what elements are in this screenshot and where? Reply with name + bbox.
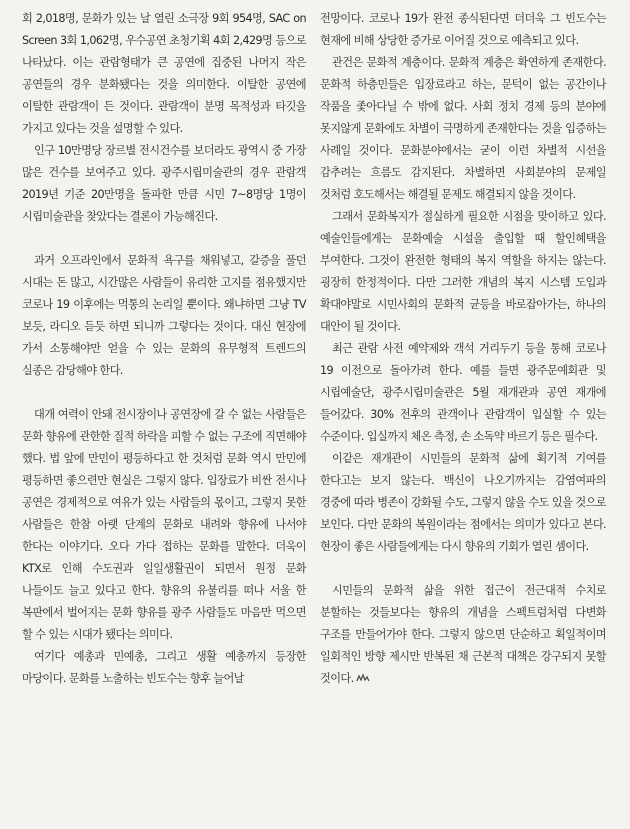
paragraph: 대개 여력이 안돼 전시장이나 공연장에 갈 수 없는 사람들은 문화 향유에 관한한 질적 하락을 피할 수 없는 구조에 직면해야 했다. 법 앞에 만민이 평등하다고 한 것처럼 문화 역시 만민에 평등하면 좋으련만 현실은 그렇지 않다. 입장료가 비싼 전시나 공연은 경제적으로 여유가 있는 사람들의 몫이고, 그렇지 못한 사람들은 한참 아랫 단계의 문화로 내려와 향유에 나서야 한다는 이야기다. 오다 가다 접하는 문화를 말한다. 더욱이 KTX로 인해 수도권과 일일생활권이 되면서 원정 문화 나들이도 늘고 있다고 한다. 향유의 유불리를 떠나 서울 한 복판에서 벌어지는 문화 향유를 광주 사람들도 마음만 먹으면 할 수 있는 시대가 됐다는 의미다.: [22, 408, 306, 641]
paragraph: 전망이다. 코로나 19가 완전 종식된다면 더더욱 그 빈도수는 현재에 비해 상당한 증가로 이어질 것으로 예측되고 있다.: [320, 12, 606, 47]
paragraph-gap: [320, 558, 606, 580]
paragraph-gap: [22, 382, 306, 404]
paragraph: 회 2,018명, 문화가 있는 날 열린 소극장 9회 954명, SAC on Screen 3회 1,062명, 우수공연 초청기획 4회 2,429명 등으로 나타났다. 이는 관람형태가 큰 공연에 집중된 나머지 작은 공연들의 경우 분화됐다는 것을 의미한다. 이탈한 공연에 이탈한 관람객이 든 것이다. 관람객이 분명 목적성과 타깃을 가지고 있다는 것을 설명할 수 있다.: [22, 12, 306, 135]
paragraph: 여기다 예총과 민예총, 그리고 생활 예총까지 등장한 마당이다. 문화를 노출하는 빈도수는 향후 늘어날: [22, 650, 306, 685]
paragraph: 인구 10만명당 장르별 전시건수를 보더라도 광역시 중 가장 많은 건수를 보여주고 있다. 광주시립미술관의 경우 관람객 2019년 기준 20만명을 돌파한 만큼 시민 7~8명당 1명이 시립미술관을 찾았다는 결론이 가능해진다.: [22, 144, 306, 223]
right-column: [320, 8, 606, 690]
closing-text: 시민들의 문화적 삶을 위한 접근이 전근대적 수치로 분할하는 것들보다는 향유의 개념을 스펙트럼처럼 다변화 구조를 만들어가야 한다. 그렇지 않으면 단순하고 획일적이며 일회적인 방향 제시만 반복된 채 근본적 대책은 강구되지 못할 것이다.: [320, 584, 606, 685]
end-of-article-icon: [356, 673, 370, 683]
paragraph: 이같은 재개관이 시민들의 문화적 삶에 획기적 기여를 한다고는 보지 않는다. 백신이 나오기까지는 감염여파의 경중에 따라 병존이 강화될 수도, 그렇지 않을 수도 있을 것으로 보인다. 다만 문화의 복원이라는 점에서는 의미가 있다고 본다. 현장이 좋은 사람들에게는 다시 향유의 기회가 열린 셈이다.: [320, 452, 606, 553]
paragraph: 과거 오프라인에서 문화적 욕구를 채워넣고, 갈증을 풀던 시대는 돈 많고, 시간많은 사람들이 유리한 고지를 점유했지만 코로나 19 이후에는 먹통의 논리일 뿐이다. 왜냐하면 그냥 TV 보듯, 라디오 듣듯 하면 되니까 그렇다는 것이다. 대신 현장에 가서 소통해야만 얻을 수 있는 문화의 유무형적 트렌드의 실종은 감당해야 한다.: [22, 254, 306, 377]
paragraph: 그래서 문화복지가 절실하게 필요한 시점을 맞이하고 있다. 예술인들에게는 문화예술 시설을 출입할 때 할인혜택을 부여한다. 그것이 완전한 형태의 복지 역할을 하지는 않는다. 굉장히 한정적이다. 다만 그러한 개념의 복지 시스템 도입과 확대야말로 시민사회의 문화적 균등을 바로잡아가는, 하나의 대안이 될 것이다.: [320, 210, 606, 333]
paragraph-gap: [22, 228, 306, 250]
left-column: [22, 8, 306, 690]
paragraph: 최근 관람 사전 예약제와 객석 거리두기 등을 통해 코로나 19 이전으로 돌아가려 한다. 예를 들면 광주문예회관 및 시립예술단, 광주시립미술관은 5월 재개관과 공연 재개에 들어갔다. 30% 전후의 관객이나 관람객이 입실할 수 있는 수준이다. 입실까지 체온 측정, 손 소독약 바르기 등은 필수다.: [320, 342, 606, 443]
paragraph: 관건은 문화적 계층이다. 문화적 계층은 확연하게 존재한다. 문화적 하층민들은 입장료라고 하는, 문턱이 없는 공간이나 작품을 좇아다닐 수 밖에 없다. 사회 정치 경제 등의 분야에 못지않게 문화에도 차별이 극명하게 존재한다는 것을 입증하는 사례일 것이다. 문화분야에서는 굳이 이런 차별적 시선을 감추려는 흐름도 감지된다. 차별하면 사회분야의 문제일 것처럼 호도해서는 해결될 문제도 해결되지 않을 것이다.: [320, 56, 606, 201]
closing-paragraph: [320, 580, 606, 690]
